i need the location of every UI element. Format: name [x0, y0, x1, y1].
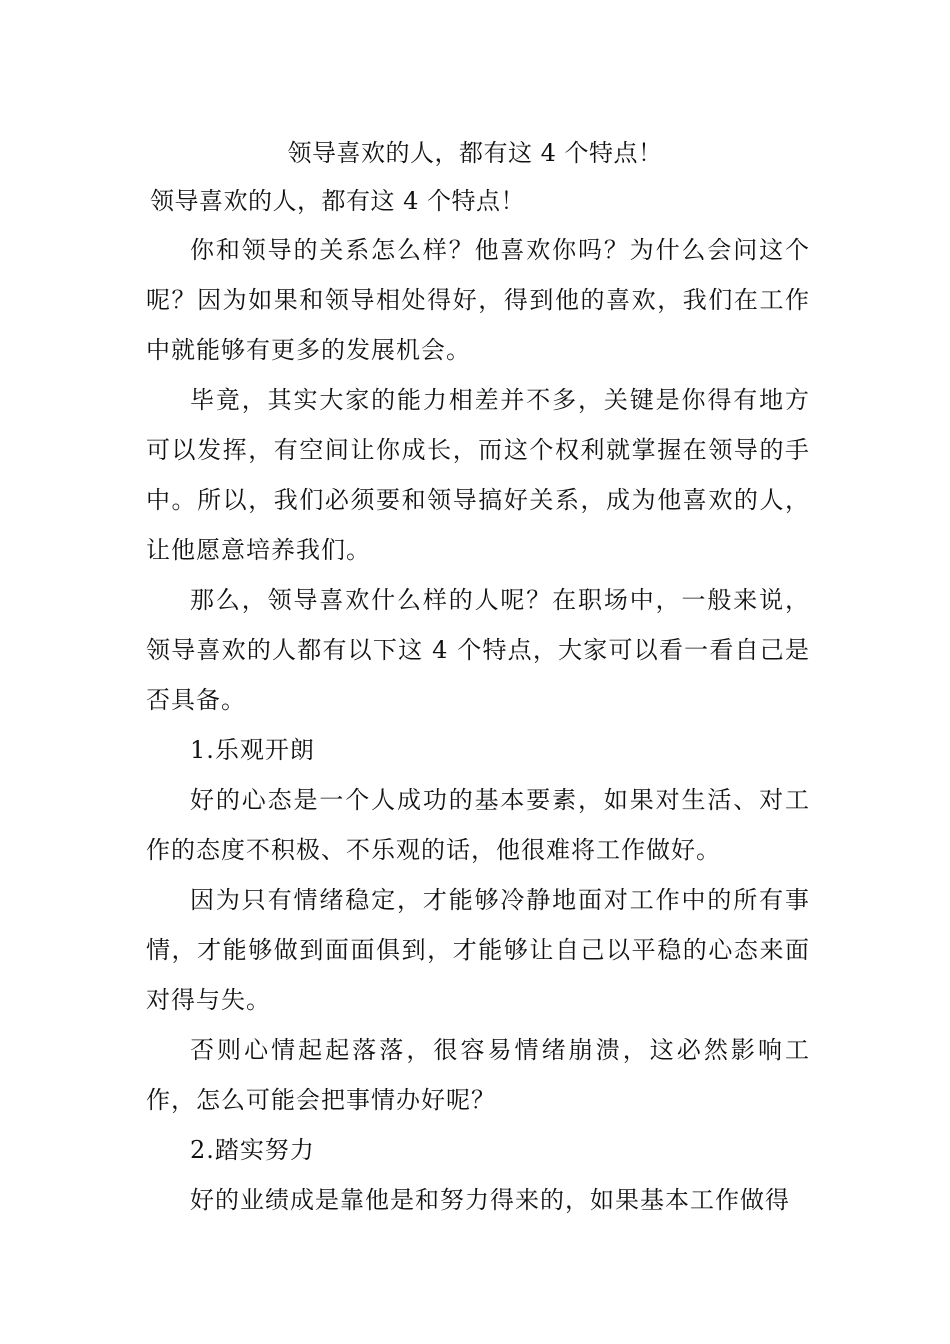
paragraph: 那么，领导喜欢什么样的人呢？在职场中，一般来说，领导喜欢的人都有以下这 4 个特点，大家可以看一看自己是否具备。	[146, 586, 810, 714]
paragraph: 好的业绩成是靠他是和努力得来的，如果基本工作做得	[190, 1186, 790, 1214]
paragraph: 因为只有情绪稳定，才能够冷静地面对工作中的所有事情，才能够做到面面俱到，才能够让自己以平稳的心态来面对得与失。	[146, 886, 810, 1014]
section-heading: 2.踏实努力	[190, 1136, 315, 1164]
paragraph: 否则心情起起落落，很容易情绪崩溃，这必然影响工作，怎么可能会把事情办好呢？	[146, 1036, 810, 1114]
document-title: 领导喜欢的人，都有这 4 个特点！	[287, 139, 663, 167]
paragraph: 毕竟，其实大家的能力相差并不多，关键是你得有地方可以发挥，有空间让你成长，而这个权利就掌握在领导的手中。所以，我们必须要和领导搞好关系，成为他喜欢的人，让他愿意培养我们。	[146, 386, 810, 564]
document-subtitle: 领导喜欢的人，都有这 4 个特点！	[150, 187, 526, 215]
paragraph: 你和领导的关系怎么样？他喜欢你吗？为什么会问这个呢？因为如果和领导相处得好，得到他的喜欢，我们在工作中就能够有更多的发展机会。	[146, 236, 810, 364]
document-body	[146, 225, 810, 1225]
paragraph: 好的心态是一个人成功的基本要素，如果对生活、对工作的态度不积极、不乐观的话，他很难将工作做好。	[146, 786, 810, 864]
section-heading: 1.乐观开朗	[190, 736, 315, 764]
